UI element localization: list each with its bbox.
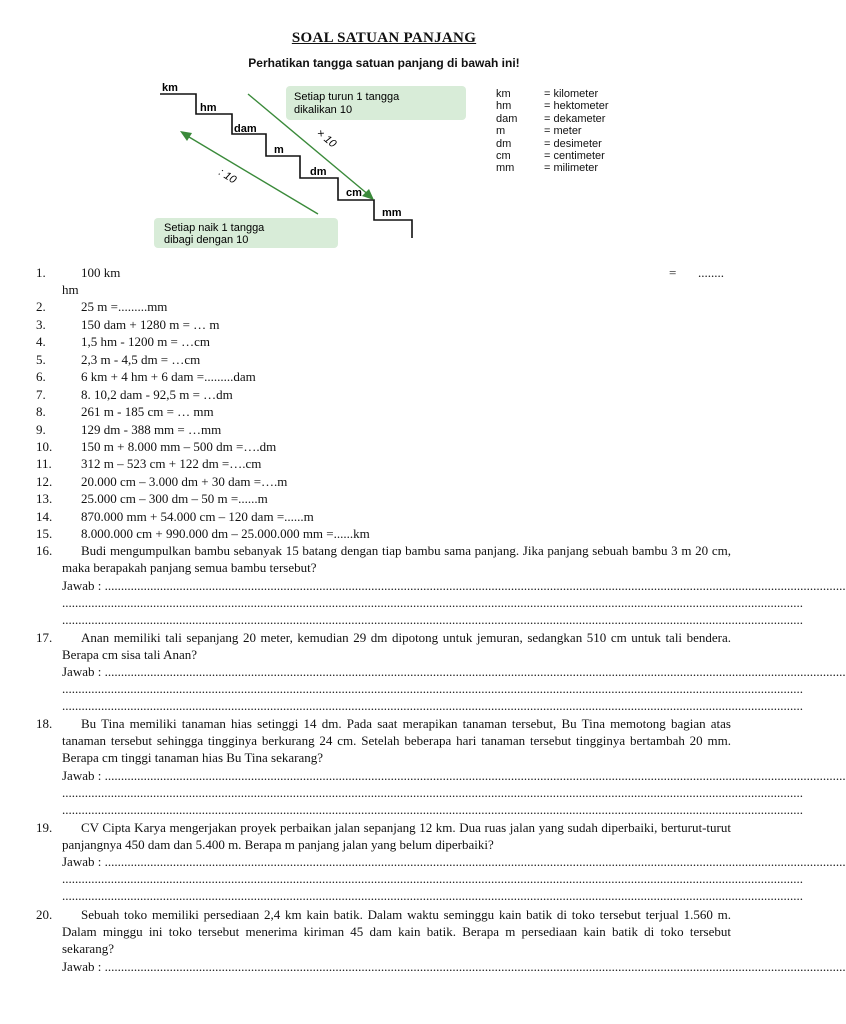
question-9: 9. 129 dm - 388 mm = …mm	[36, 421, 222, 437]
unit-legend	[496, 88, 696, 175]
question-12: 12. 20.000 cm – 3.000 dm + 30 dam =….m	[36, 473, 288, 489]
question-5: 5. 2,3 m - 4,5 dm = …cm	[36, 351, 201, 367]
question-15: 15. 8.000.000 cm + 990.000 dm – 25.000.000 mm =......km	[36, 526, 370, 541]
question-7: 7. 8. 10,2 dam - 92,5 m = …dm	[36, 386, 233, 402]
answer-line-20[interactable]: Jawab : ....................................................................................................................................................................................................................................	[62, 959, 846, 974]
question-3: 3. 150 dam + 1280 m = … m	[36, 316, 220, 332]
question-18: 18. Bu Tina memiliki tanaman hias setinggi 14 dm. Pada saat merapikan tanaman tersebut, Bu Tina memotong bagian atas tanaman tersebut sehingga tingginya berkurang 24 cm. Setelah beberapa hari tanaman tersebut tingginya bertambah 20 mm. Berapa cm tinggi tanaman hias Bu Tina sekarang?	[36, 716, 731, 766]
answer-dots[interactable]: ....................................................................................................................................................................................................................................	[62, 802, 803, 817]
legend-row: dam = dekameter	[496, 112, 606, 125]
answer-line-17[interactable]: Jawab : ....................................................................................................................................................................................................................................	[62, 664, 846, 679]
instruction-subtitle: Perhatikan tangga satuan panjang di bawah ini!	[248, 56, 520, 70]
answer-line-18[interactable]: Jawab : ....................................................................................................................................................................................................................................	[62, 768, 846, 783]
legend-row: km = kilometer	[496, 88, 599, 100]
question-19: 19. CV Cipta Karya mengerjakan proyek perbaikan jalan sepanjang 12 km. Dua ruas jalan yang sudah diperbaiki, berturut-turut panjangnya 450 dam dan 5.400 m. Berapa m panjang jalan yang belum diperbaiki?	[36, 820, 731, 853]
up-arrow	[184, 134, 318, 214]
answer-line-19[interactable]: Jawab : ....................................................................................................................................................................................................................................	[62, 854, 846, 869]
question-6: 6. 6 km + 4 hm + 6 dam =.........dam	[36, 369, 256, 384]
question-20: 20. Sebuah toko memiliki persediaan 2,4 km kain batik. Dalam waktu seminggu kain batik di toko tersebut terjual 1.560 m. Dalam minggu ini toko tersebut menerima kiriman 45 dam kain batik. Berapa m persediaan kain batik di toko tersebut sekarang?	[36, 907, 731, 957]
legend-row: hm = hektometer	[496, 100, 609, 113]
question-13: 13. 25.000 cm – 300 dm – 50 m =......m	[36, 491, 268, 506]
step-dm: dm	[310, 166, 327, 178]
step-cm: cm	[346, 187, 362, 199]
question-2: 2. 25 m =.........mm	[36, 299, 168, 314]
question-11: 11. 312 m – 523 cm + 122 dm =….cm	[36, 456, 262, 471]
step-km: km	[162, 82, 178, 94]
step-m: m	[274, 144, 284, 156]
step-mm: mm	[382, 207, 402, 219]
answer-dots[interactable]: ....................................................................................................................................................................................................................................	[62, 698, 803, 713]
up-arrow-head	[180, 131, 192, 141]
answer-dots[interactable]: ....................................................................................................................................................................................................................................	[62, 612, 803, 627]
unit-ladder-diagram	[150, 72, 480, 252]
legend-row: m = meter	[496, 125, 582, 138]
down-arrow-label: × 10	[314, 127, 339, 151]
up-arrow-label: : 10	[216, 166, 239, 187]
page-title: SOAL SATUAN PANJANG	[291, 30, 477, 46]
answer-dots[interactable]: ....................................................................................................................................................................................................................................	[62, 681, 803, 696]
question-8: 8. 261 m - 185 cm = … mm	[36, 404, 214, 419]
question-16: 16. Budi mengumpulkan bambu sebanyak 15 batang dengan tiap bambu sama panjang. Jika panjang sebuah bambu 3 m 20 cm, maka berapakah panjang semua bambu tersebut?	[36, 543, 731, 576]
up-note-line2: dibagi dengan 10	[164, 234, 249, 246]
down-note-line1: Setiap turun 1 tangga	[294, 91, 400, 103]
step-dam: dam	[234, 123, 257, 135]
legend-row: cm = centimeter	[496, 150, 605, 163]
legend-row: dm = desimeter	[496, 137, 602, 150]
question-10: 10. 150 m + 8.000 mm – 500 dm =….dm	[36, 438, 277, 454]
question-17: 17. Anan memiliki tali sepanjang 20 meter, kemudian 29 dm dipotong untuk jemuran, sedangkan 510 cm untuk tali bendera. Berapa cm sisa tali Anan?	[36, 630, 731, 663]
legend-row: mm = milimeter	[496, 162, 599, 175]
step-hm: hm	[200, 102, 217, 114]
answer-dots[interactable]: ....................................................................................................................................................................................................................................	[62, 785, 803, 800]
answer-dots[interactable]: ....................................................................................................................................................................................................................................	[62, 871, 803, 886]
answer-line-16[interactable]: Jawab : ....................................................................................................................................................................................................................................	[62, 578, 846, 593]
answer-dots[interactable]: ....................................................................................................................................................................................................................................	[62, 595, 803, 610]
question-14: 14. 870.000 mm + 54.000 cm – 120 dam =......m	[36, 508, 314, 524]
down-note-line2: dikalikan 10	[294, 104, 353, 116]
question-4: 4. 1,5 hm - 1200 m = …cm	[36, 334, 211, 349]
answer-dots[interactable]: ....................................................................................................................................................................................................................................	[62, 888, 803, 903]
up-note-line1: Setiap naik 1 tangga	[164, 222, 265, 234]
